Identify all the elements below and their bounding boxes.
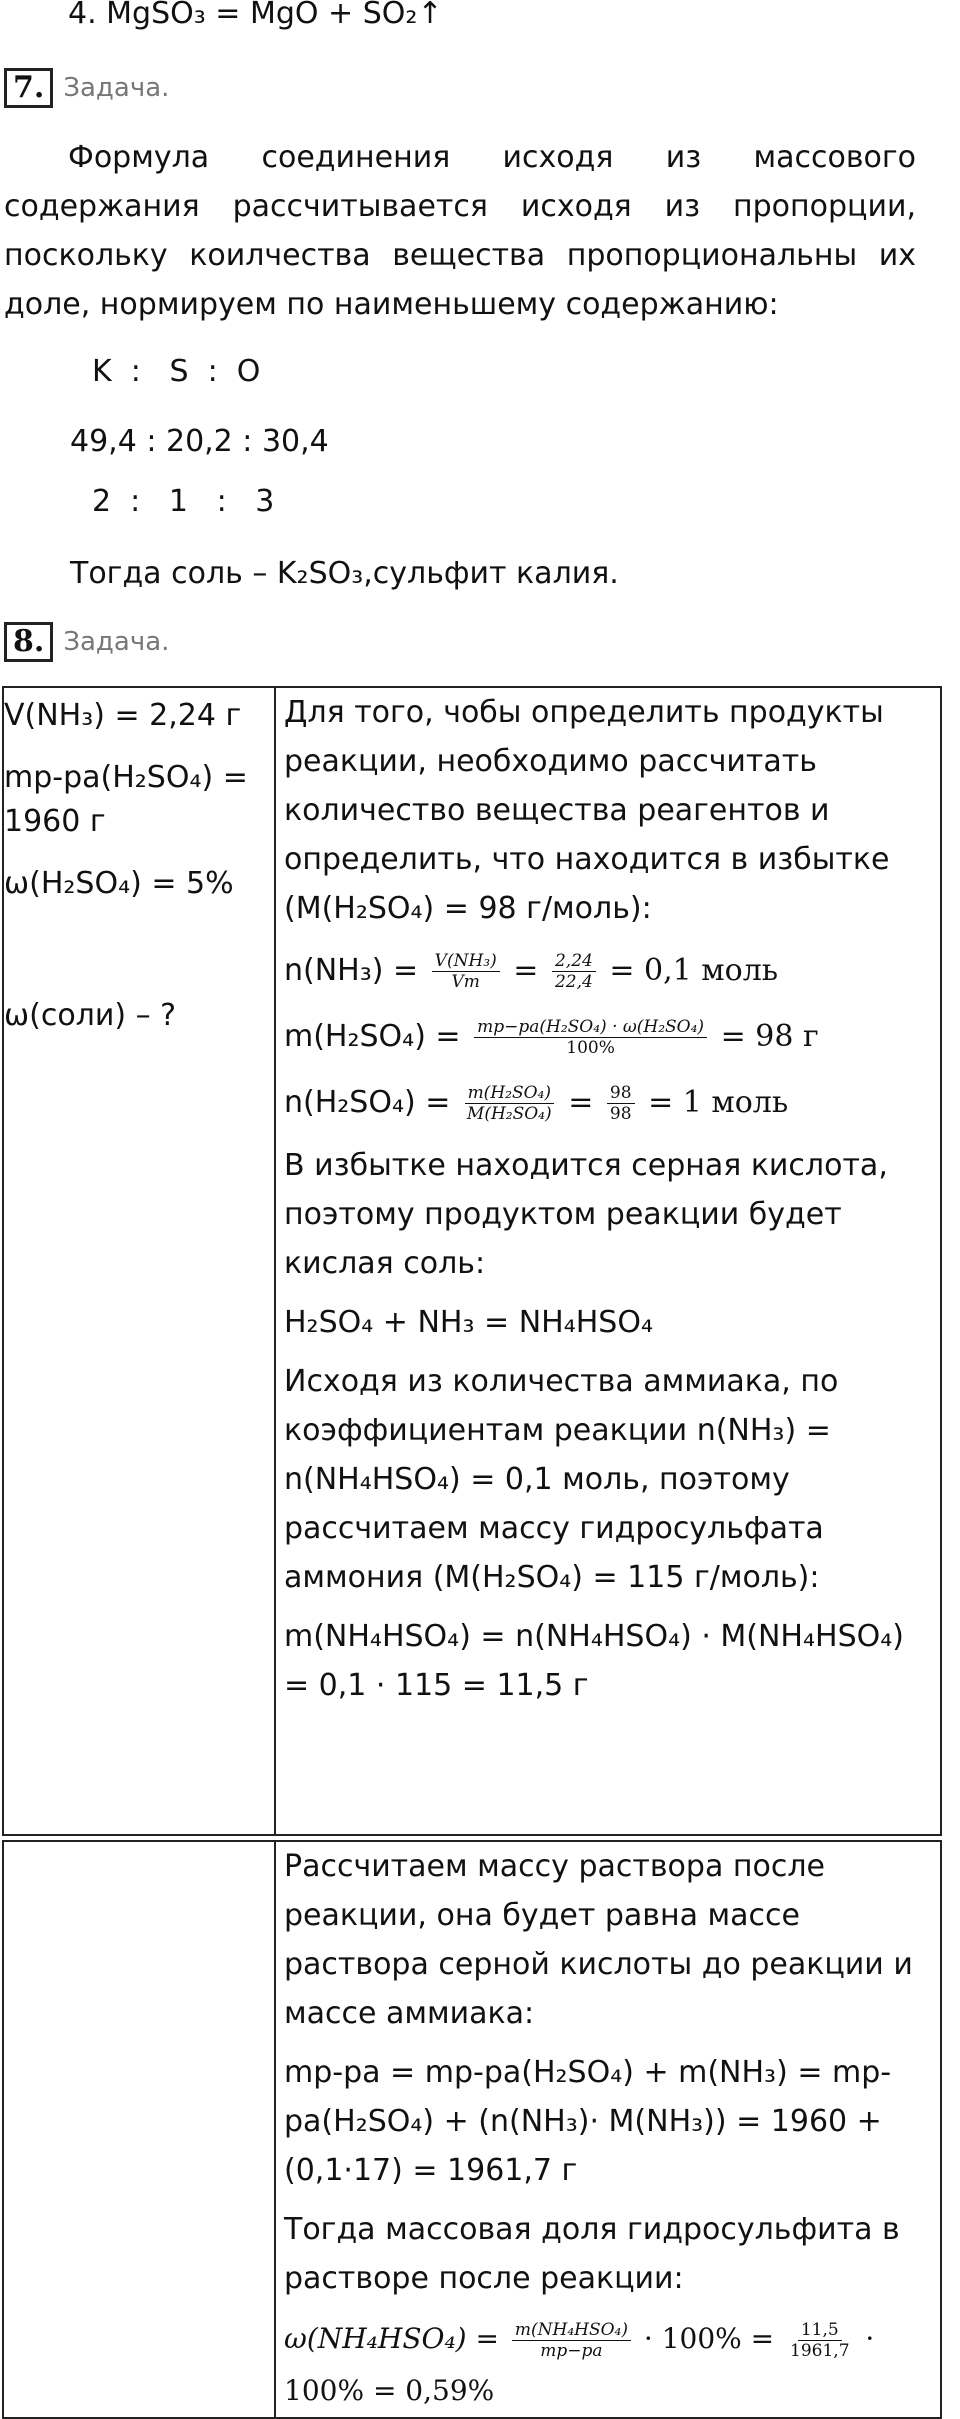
given-mass-b: 1960 г bbox=[4, 804, 106, 839]
solution-cell bbox=[275, 687, 941, 1835]
eq-omega-dot: · bbox=[865, 2322, 875, 2355]
top-equation: 4. MgSO₃ = MgO + SO₂↑ bbox=[68, 0, 443, 31]
eq-n-nh3-lhs: n(NH₃) = bbox=[284, 953, 419, 988]
task7-conclusion: Тогда соль – K₂SO₃,сульфит калия. bbox=[70, 556, 619, 591]
task8-table-1 bbox=[2, 686, 942, 1836]
frac-98-98: $\frac{98}{98}$ bbox=[607, 1083, 635, 1124]
task7-header bbox=[4, 66, 169, 110]
frac-m-omega: $\frac{\text{mр−ра(H₂SO₄) · ω(H₂SO₄)}}{100\%}$ bbox=[474, 1017, 707, 1058]
task7-paragraph: Формула соединения исходя из массового содержания рассчитывается исходя из пропорции, поскольку коилчества вещества пропорциональны их доле, нормируем по наименьшему содержанию: bbox=[4, 140, 916, 322]
fraction-text: Тогда массовая доля гидросульфита в растворе после реакции: bbox=[284, 2212, 900, 2296]
task7-number: 7. bbox=[4, 68, 53, 108]
mass-salt-equation: m(NH₄HSO₄) = n(NH₄HSO₄) · M(NH₄HSO₄) = 0,1 · 115 = 11,5 г bbox=[284, 1619, 904, 1703]
given-volume: V(NH₃) = 2,24 г bbox=[4, 698, 242, 733]
eq-omega-mid: · 100% = bbox=[643, 2322, 775, 2355]
given-mass-a: mр-ра(H₂SO₄) = bbox=[4, 760, 248, 795]
find-omega-salt: ω(соли) – ? bbox=[4, 998, 177, 1033]
ratio-integers: 2 : 1 : 3 bbox=[92, 484, 275, 519]
eq-omega-result: 100% = 0,59% bbox=[284, 2374, 495, 2407]
given-cell-empty bbox=[3, 1841, 275, 2418]
solution-mass-text: Рассчитаем массу раствора после реакции, она будет равна массе раствора серной кислоты до реакции и массе аммиака: bbox=[284, 1849, 913, 2031]
eq-m-h2so4-result: = 98 г bbox=[720, 1019, 819, 1054]
ratio-percent: 49,4 : 20,2 : 30,4 bbox=[70, 424, 329, 459]
eq-n-h2so4-lhs: n(H₂SO₄) = bbox=[284, 1085, 451, 1120]
task8-table-2 bbox=[2, 1840, 942, 2419]
frac-224-224: $\frac{2,24}{22,4}$ bbox=[552, 951, 596, 992]
solution-intro: Для того, чобы определить продукты реакции, необходимо рассчитать количество вещества реагентов и определить, что находится в избытке (M(H₂SO₄) = 98 г/моль): bbox=[284, 695, 890, 926]
given-omega: ω(H₂SO₄) = 5% bbox=[4, 866, 234, 901]
eq-n-nh3: n(NH₃) = $\frac{\text{V(NH₃)}}{Vm}$ = $\frac{2,24}{22,4}$ = 0,1 моль bbox=[284, 951, 779, 992]
frac-v-vm: $\frac{\text{V(NH₃)}}{Vm}$ bbox=[432, 951, 500, 992]
ratio-elements: K : S : O bbox=[92, 354, 261, 389]
eq-m-h2so4-lhs: m(H₂SO₄) = bbox=[284, 1019, 461, 1054]
ammonia-text: Исходя из количества аммиака, по коэффициентам реакции n(NH₃) = n(NH₄HSO₄) = 0,1 моль, поэтому рассчитаем массу гидросульфата аммония (M(H₂SO₄) = 115 г/моль): bbox=[284, 1364, 839, 1595]
given-cell bbox=[3, 687, 275, 1835]
eq-n-h2so4: n(H₂SO₄) = $\frac{\text{m(H₂SO₄)}}{\text{M(H₂SO₄)}}$ = $\frac{98}{98}$ = 1 моль bbox=[284, 1083, 789, 1124]
task8-header bbox=[4, 620, 169, 664]
eq-omega-salt bbox=[284, 2313, 932, 2417]
task8-number: 8. bbox=[4, 622, 53, 662]
reaction-equation: H₂SO₄ + NH₃ = NH₄HSO₄ bbox=[284, 1305, 653, 1340]
eq-omega-lhs: ω(NH₄HSO₄) = bbox=[284, 2322, 499, 2355]
eq-n-h2so4-result: = 1 моль bbox=[648, 1085, 789, 1120]
frac-m-msol: $\frac{\text{m(NH₄HSO₄)}}{mр-ра}$ bbox=[512, 2320, 631, 2361]
frac-115-19617: $\frac{11,5}{1961,7}$ bbox=[790, 2320, 850, 2361]
eq-n-nh3-result: = 0,1 моль bbox=[609, 953, 779, 988]
eq-m-h2so4 bbox=[284, 1009, 932, 1065]
solution-mass-equation: mр-ра = mр-ра(H₂SO₄) + m(NH₃) = mр-ра(H₂SO₄) + (n(NH₃)· M(NH₃)) = 1960 + (0,1·17) = 1961,7 г bbox=[284, 2055, 892, 2188]
task7-label: Задача. bbox=[63, 73, 170, 103]
frac-m-M: $\frac{\text{m(H₂SO₄)}}{\text{M(H₂SO₄)}}$ bbox=[464, 1083, 555, 1124]
task8-label: Задача. bbox=[63, 627, 170, 657]
solution-cell-2 bbox=[275, 1841, 941, 2418]
excess-text: В избытке находится серная кислота, поэтому продуктом реакции будет кислая соль: bbox=[284, 1148, 888, 1281]
